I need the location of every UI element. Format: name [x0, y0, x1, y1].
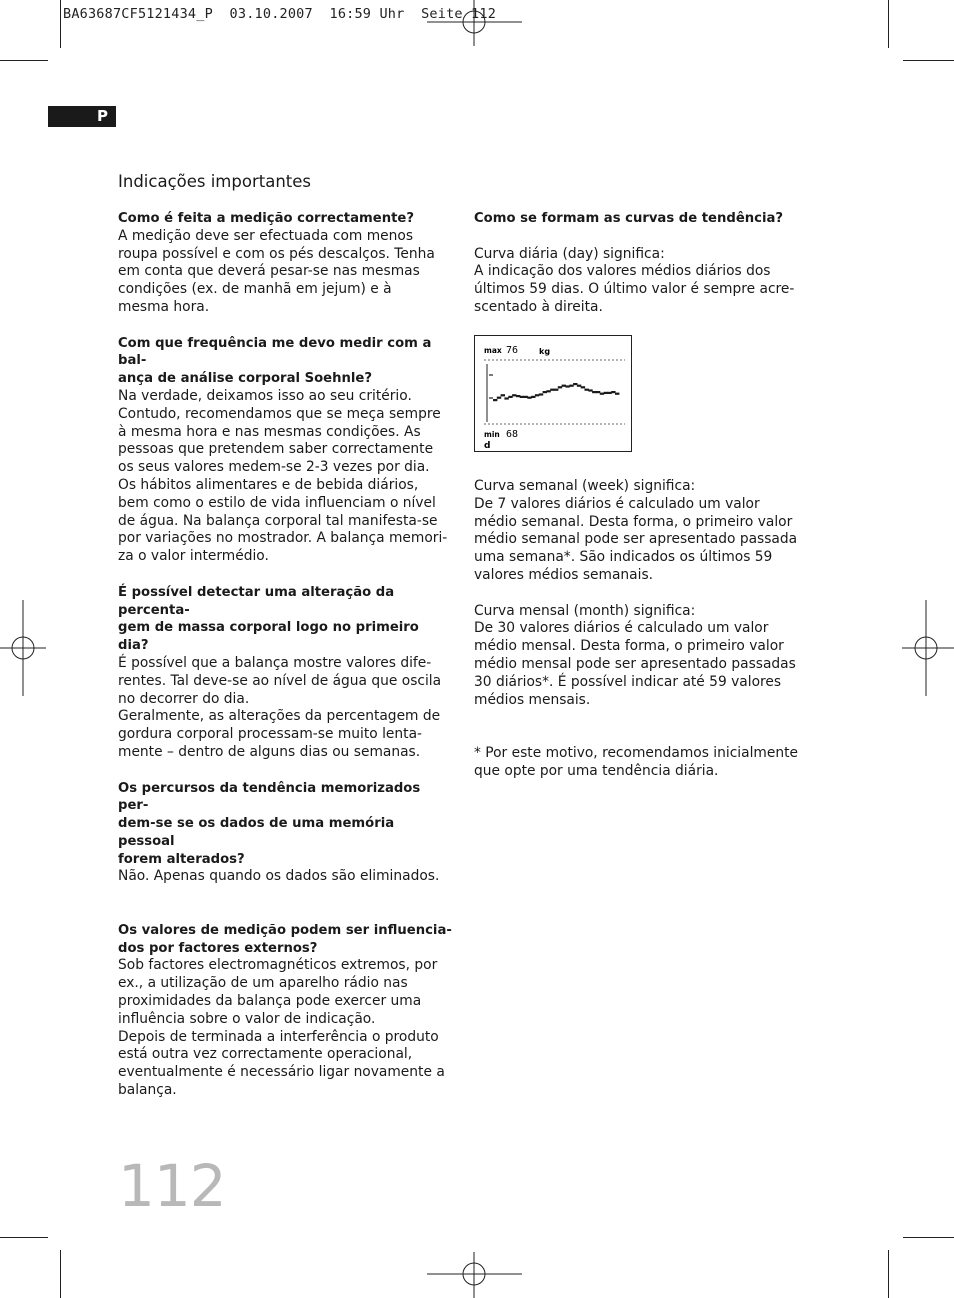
faq-answer-line: Contudo, recomendamos que se meça sempre	[118, 405, 441, 422]
footnote-line: que opte por uma tendência diária.	[474, 762, 719, 779]
registration-mark-left	[0, 600, 50, 696]
min-value: 68	[506, 429, 519, 440]
faq-memory	[118, 780, 453, 887]
faq-answer-line: à mesma hora e nas mesmas condições. As	[118, 423, 421, 440]
max-value: 76	[506, 345, 519, 356]
page-number: 112	[118, 1152, 226, 1220]
trend-point	[600, 393, 604, 395]
trend-point	[493, 399, 497, 401]
crop-mark	[60, 0, 61, 48]
trend-point	[581, 386, 585, 388]
trend-point	[554, 389, 558, 391]
faq-answer-line: gordura corporal processam-se muito lenta-	[118, 726, 423, 743]
daily-line: últimos 59 dias. O último valor é sempre acre-	[474, 281, 795, 298]
monthly-line: médio mensal pode ser apresentado passadas	[474, 655, 796, 672]
faq-question: dos por factores externos?	[118, 940, 318, 956]
language-tab-label: P	[97, 107, 108, 125]
trend-display	[474, 335, 632, 452]
trend-point	[504, 397, 508, 399]
faq-answer-line: em conta que deverá pesar-se nas mesmas	[118, 263, 420, 280]
min-label: min	[484, 430, 500, 439]
monthly-line: 30 diários*. É possível indicar até 59 valores	[474, 673, 782, 690]
weekly-line: uma semana*. São indicados os últimos 59	[474, 549, 773, 566]
faq-answer-line: Geralmente, as alterações da percentagem de	[118, 708, 441, 725]
faq-answer-line: A medição deve ser efectuada com menos	[118, 227, 414, 244]
faq-answer-line: É possível que a balança mostre valores dife-	[118, 654, 432, 671]
trend-point	[604, 392, 608, 394]
faq-answer-line: de água. Na balança corporal tal manifesta-se	[118, 512, 438, 529]
crop-mark	[903, 60, 954, 61]
faq-question: dem-se se os dados de uma memória pessoal	[118, 816, 395, 849]
trend-point	[543, 391, 547, 393]
faq-answer-line: no decorrer do dia.	[118, 690, 250, 707]
monthly-line: De 30 valores diários é calculado um valor	[474, 620, 769, 637]
crop-mark	[0, 60, 48, 61]
faq-answer-line: por variações no mostrador. A balança memori-	[118, 530, 448, 547]
daily-line: scentado à direita.	[474, 298, 603, 315]
page-title: Indicações importantes	[118, 172, 311, 191]
max-label: max	[484, 346, 502, 355]
trend-point	[588, 389, 592, 391]
trend-question: Como se formam as curvas de tendência?	[474, 211, 784, 226]
faq-answer-line: Sob factores electromagnéticos extremos, por	[118, 957, 438, 974]
trend-point	[565, 385, 569, 387]
faq-first-day	[118, 584, 453, 762]
print-slug: BA63687CF5121434_P 03.10.2007 16:59 Uhr Seite 112	[63, 6, 497, 22]
weekly-line: médio semanal. Desta forma, o primeiro valor	[474, 513, 793, 530]
trend-point	[546, 390, 550, 392]
right-column	[474, 210, 814, 317]
faq-answer-line: bem como o estilo de vida influenciam o nível	[118, 494, 436, 511]
faq-answer-line: balança.	[118, 1082, 177, 1099]
faq-answer-line: eventualmente é necessário ligar novamente a	[118, 1064, 445, 1081]
trend-point	[508, 396, 512, 398]
left-column	[118, 210, 453, 1100]
faq-frequency	[118, 335, 453, 566]
trend-point	[527, 397, 531, 399]
faq-answer-line: roupa possível e com os pés descalços. Tenha	[118, 245, 435, 262]
daily-line: Curva diária (day) significa:	[474, 245, 665, 262]
faq-answer-line: Os hábitos alimentares e de bebida diários,	[118, 476, 419, 493]
trend-series	[493, 383, 619, 401]
trend-point	[516, 395, 520, 397]
trend-point	[520, 396, 524, 398]
trend-point	[585, 389, 589, 391]
faq-answer-line: condições (ex. de manhã em jejum) e à	[118, 281, 392, 298]
faq-answer-line: pessoas que pretendem saber correctamente	[118, 441, 434, 458]
faq-question: Os valores de medição podem ser influencia-	[118, 922, 452, 938]
trend-point	[607, 392, 611, 394]
faq-answer-line: Na verdade, deixamos isso ao seu critério.	[118, 387, 412, 404]
faq-answer-line: za o valor intermédio.	[118, 548, 269, 565]
trend-point	[531, 396, 535, 398]
faq-answer-line: influência sobre o valor de indicação.	[118, 1010, 376, 1027]
faq-question: É possível detectar uma alteração da percenta-	[118, 584, 395, 618]
trend-point	[615, 393, 619, 395]
weekly-line: Curva semanal (week) significa:	[474, 478, 696, 494]
faq-answer-line: Não. Apenas quando os dados são eliminados.	[118, 868, 440, 885]
faq-question: Como é feita a medição correctamente?	[118, 211, 414, 226]
faq-external-factors	[118, 922, 453, 1100]
trend-point	[592, 391, 596, 393]
weekly-line: valores médios semanais.	[474, 566, 654, 583]
trend-point	[611, 391, 615, 393]
faq-answer-line: os seus valores medem-se 2-3 vezes por dia.	[118, 459, 430, 476]
faq-answer-line: rentes. Tal deve-se ao nível de água que oscila	[118, 672, 442, 689]
monthly-line: médio mensal. Desta forma, o primeiro valor	[474, 638, 784, 655]
trend-point	[501, 394, 505, 396]
weekly-line: médio semanal pode ser apresentado passada	[474, 531, 798, 548]
trend-point	[558, 386, 562, 388]
faq-answer-line: mesma hora.	[118, 298, 210, 315]
weekly-curve-text	[474, 478, 814, 781]
registration-mark-right	[900, 600, 954, 696]
trend-point	[577, 385, 581, 387]
trend-point	[562, 385, 566, 387]
crop-mark	[903, 1237, 954, 1238]
faq-measurement	[118, 210, 453, 317]
faq-answer-line: proximidades da balança pode exercer uma	[118, 993, 422, 1010]
faq-question: forem alterados?	[118, 851, 245, 867]
faq-question: Com que frequência me devo medir com a bal-	[118, 335, 432, 369]
trend-point	[569, 385, 573, 387]
crop-mark	[888, 1250, 889, 1298]
faq-answer-line: está outra vez correctamente operacional,	[118, 1046, 413, 1063]
footnote-line: * Por este motivo, recomendamos inicialmente	[474, 744, 798, 761]
daily-curve-text	[474, 246, 814, 317]
unit-label: kg	[539, 347, 551, 356]
language-tab	[48, 106, 116, 127]
mode-label: d	[484, 441, 491, 451]
trend-point	[596, 391, 600, 393]
faq-answer-line: mente – dentro de alguns dias ou semanas.	[118, 743, 421, 760]
weekly-line: De 7 valores diários é calculado um valor	[474, 495, 760, 512]
trend-point	[497, 397, 501, 399]
faq-question: ança de análise corporal Soehnle?	[118, 371, 372, 387]
trend-point	[524, 396, 528, 398]
trend-point	[512, 394, 516, 396]
faq-question: Os percursos da tendência memorizados per-	[118, 780, 421, 814]
registration-mark-bottom	[425, 1250, 525, 1298]
faq-answer-line: Depois de terminada a interferência o produto	[118, 1028, 439, 1045]
crop-mark	[60, 1250, 61, 1298]
faq-answer-line: ex., a utilização de um aparelho rádio nas	[118, 975, 408, 992]
faq-question: gem de massa corporal logo no primeiro dia?	[118, 620, 419, 654]
monthly-line: médios mensais.	[474, 691, 591, 708]
crop-mark	[0, 1237, 48, 1238]
daily-line: A indicação dos valores médios diários dos	[474, 263, 771, 280]
trend-point	[535, 394, 539, 396]
crop-mark	[888, 0, 889, 48]
trend-point	[550, 389, 554, 391]
monthly-line: Curva mensal (month) significa:	[474, 602, 696, 619]
trend-chart	[475, 336, 631, 451]
trend-point	[539, 393, 543, 395]
trend-point	[573, 383, 577, 385]
